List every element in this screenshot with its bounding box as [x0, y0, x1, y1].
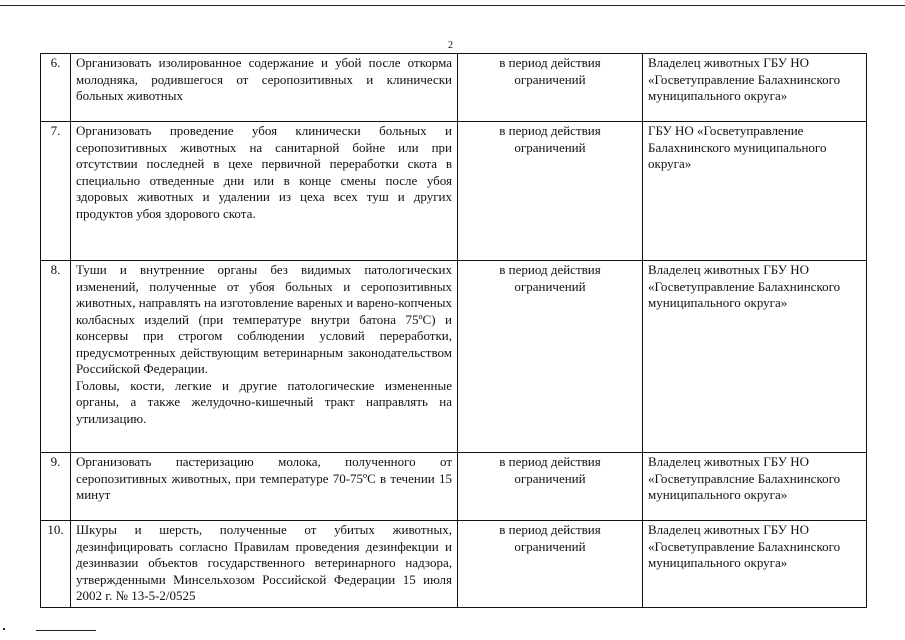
responsible-text: Владелец животных ГБУ НО «Госветуправлсние Балахнинского муниципального округа» [643, 453, 867, 521]
measure-paragraph: Организовать проведение убоя клинически больных и серопозитивных животных на санитарной бойне или при отсутствии последней в цехе первичной переработки скота в специально отведенные дни или в конце смены после убоя здоровых животных и удалении из цеха всех туш и других продуктов убоя здорового скота. [76, 123, 452, 221]
scan-dot [3, 628, 5, 630]
measure-paragraph: Организовать пастеризацию молока, полученного от серопозитивных животных, при температуре 70-75ºС в течении 15 минут [76, 454, 452, 502]
measure-text [71, 54, 458, 122]
footnote-rule [36, 630, 96, 631]
measure-paragraph: Шкуры и шерсть, полученные от убитых животных, дезинфицировать согласно Правилам проведения дезинфекции и дезинвазии объектов государственного ветеринарного надзора, утвержденными Минсельхозом Российской Федерации 15 июля 2002 г. № 13-5-2/0525 [76, 522, 452, 603]
period-text: в период действия ограничений [458, 54, 643, 122]
period-text: в период действия ограничений [458, 453, 643, 521]
row-number: 9. [41, 453, 71, 521]
measure-text [71, 521, 458, 608]
period-text: в период действия ограничений [458, 521, 643, 608]
row-number: 8. [41, 261, 71, 453]
table-row [41, 453, 867, 521]
table-row [41, 122, 867, 261]
row-number: 10. [41, 521, 71, 608]
responsible-text: Владелец животных ГБУ НО «Госветуправление Балахнинского муниципального округа» [643, 54, 867, 122]
period-text: в период действия ограничений [458, 122, 643, 261]
measure-text [71, 122, 458, 261]
measure-paragraph: Головы, кости, легкие и другие патологические измененные органы, а также желудочно-кишечный тракт направлять на утилизацию. [76, 377, 452, 426]
table-row [41, 261, 867, 453]
measures-table [40, 53, 867, 608]
measure-paragraph: Организовать изолированное содержание и убой после откорма молодняка, родившегося от серопозитивных и клинически больных животных [76, 55, 452, 103]
measure-text [71, 453, 458, 521]
table-row [41, 54, 867, 122]
responsible-text: Владелец животных ГБУ НО «Госветуправление Балахнинского муниципального округа» [643, 521, 867, 608]
period-text: в период действия ограничений [458, 261, 643, 453]
measure-text [71, 261, 458, 453]
page-number: 2 [448, 40, 453, 51]
responsible-text: Владелец животных ГБУ НО «Госветуправление Балахнинского муниципального округа» [643, 261, 867, 453]
row-number: 6. [41, 54, 71, 122]
measure-paragraph: Туши и внутренние органы без видимых патологических изменений, полученные от убоя больных и серопозитивных животных, направлять на изготовление вареных и варено-копченых колбасных изделий (при температуре внутри батона 75ºС) и консервы при строгом соблюдении условий переработки, предусмотренных действующим ветеринарным законодательством Российской Федерации. [76, 262, 452, 376]
row-number: 7. [41, 122, 71, 261]
table-row [41, 521, 867, 608]
responsible-text: ГБУ НО «Госветуправление Балахнинского муниципального округа» [643, 122, 867, 261]
page-top-rule [0, 5, 905, 6]
